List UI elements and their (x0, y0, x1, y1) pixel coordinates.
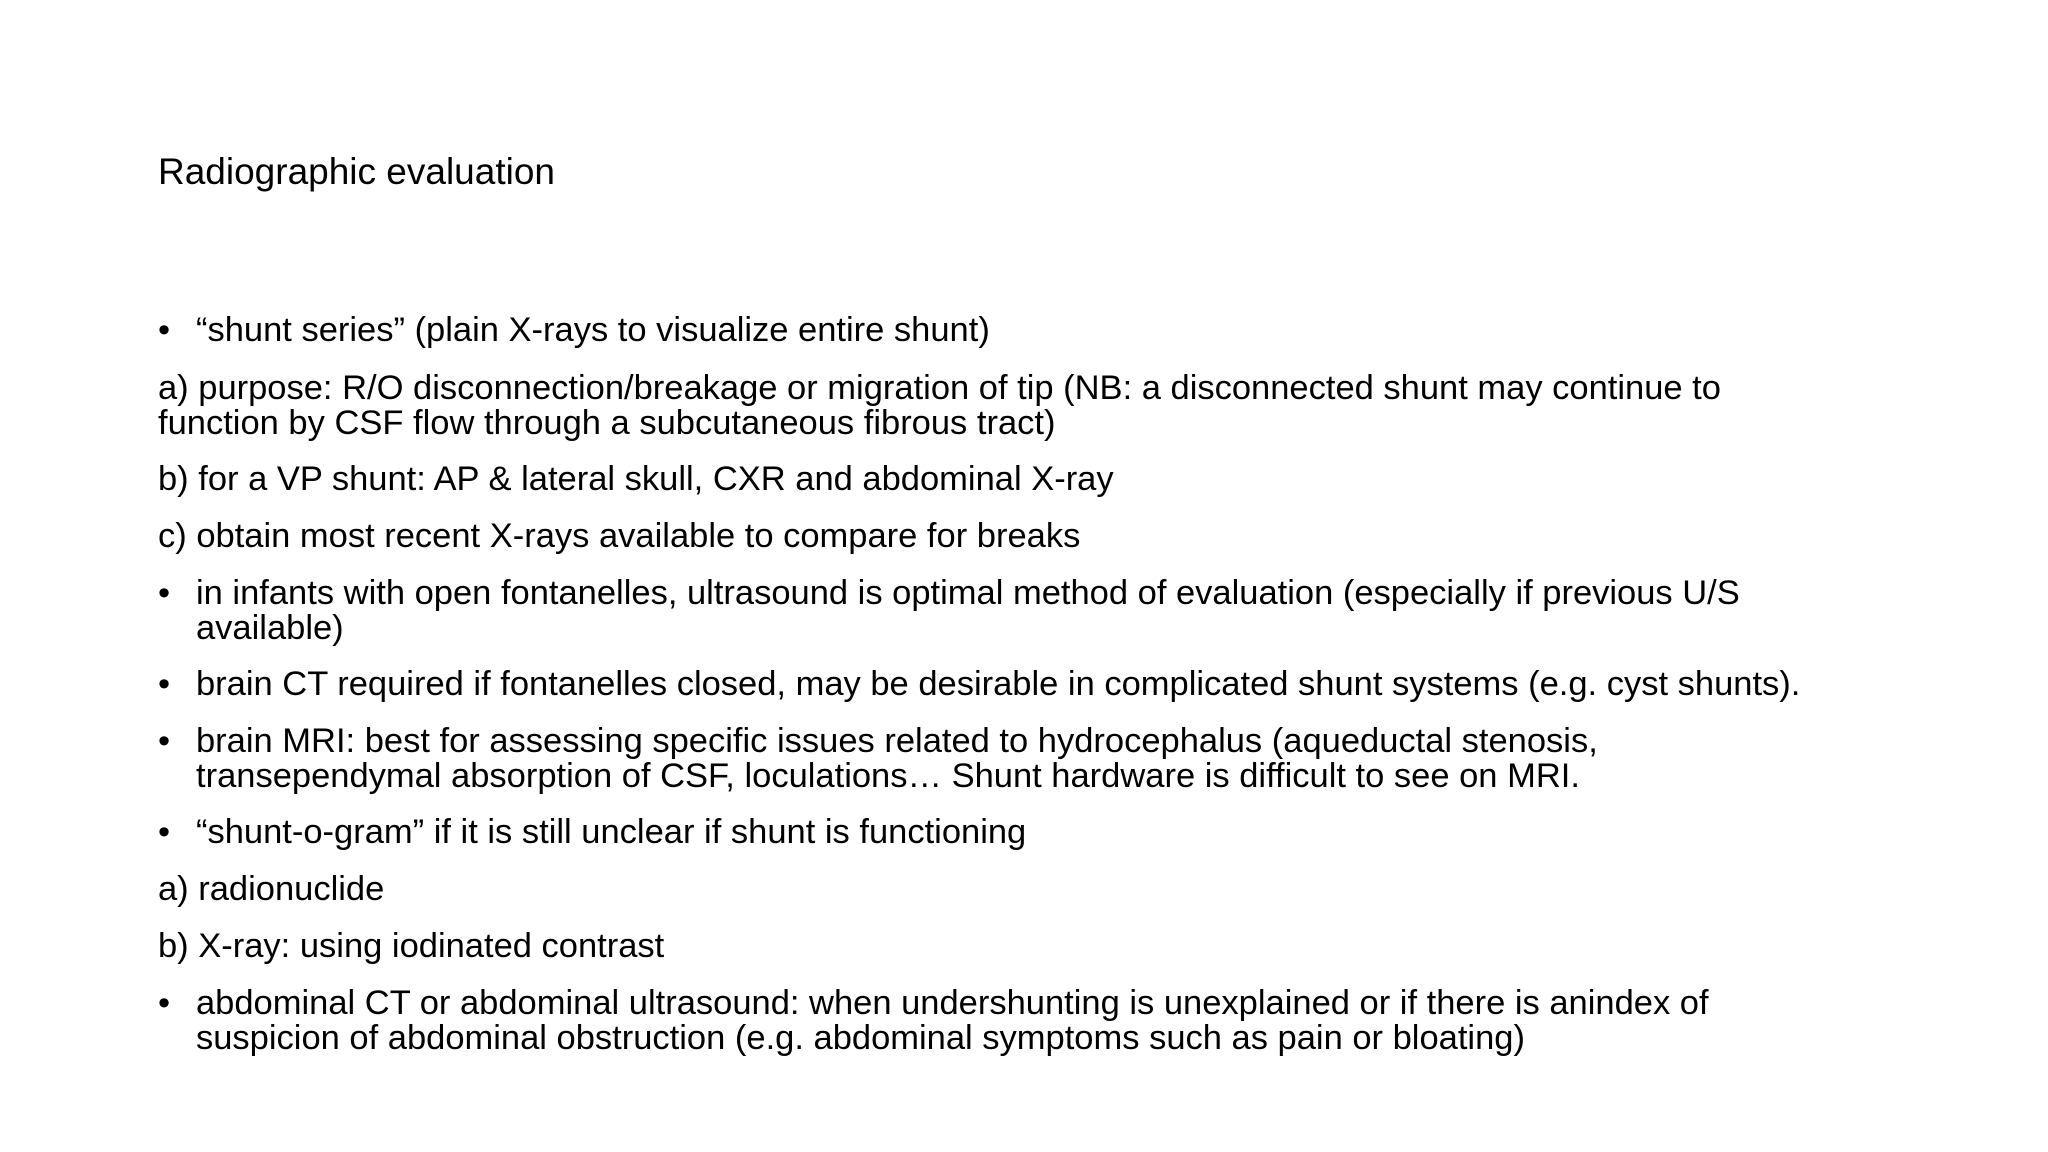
item-text: a) purpose: R/O disconnection/breakage or migration of tip (NB: a disconnected shunt may continue to (158, 369, 1721, 407)
sub-item-purpose (158, 371, 1918, 440)
item-text: “shunt-o-gram” if it is still unclear if shunt is functioning (196, 813, 1027, 851)
sub-item-vp-shunt (158, 462, 1918, 497)
bullet-item-shunt-series (158, 313, 1918, 348)
bullet-icon: • (158, 984, 171, 1022)
sub-item-recent-xrays (158, 519, 1918, 554)
item-text: b) for a VP shunt: AP & lateral skull, CXR and abdominal X-ray (158, 460, 1114, 498)
bullet-item-shunt-o-gram (158, 815, 1918, 850)
item-text: a) radionuclide (158, 870, 385, 908)
item-text: function by CSF flow through a subcutaneous fibrous tract) (158, 403, 1056, 442)
bullet-item-infants (158, 576, 1918, 645)
item-text: brain MRI: best for assessing specific issues related to hydrocephalus (aqueductal stenosis, (196, 722, 1598, 760)
bullet-icon: • (158, 722, 171, 760)
bullet-item-brain-ct (158, 667, 1918, 702)
item-text: abdominal CT or abdominal ultrasound: when undershunting is unexplained or if there is anindex of (196, 984, 1709, 1022)
item-text: b) X-ray: using iodinated contrast (158, 927, 665, 965)
item-text: c) obtain most recent X-rays available to compare for breaks (158, 517, 1081, 555)
bullet-item-brain-mri (158, 724, 1918, 793)
item-text: available) (196, 608, 344, 647)
item-text: in infants with open fontanelles, ultrasound is optimal method of evaluation (especially if previous U/S (196, 574, 1740, 612)
item-text: suspicion of abdominal obstruction (e.g. abdominal symptoms such as pain or bloating) (196, 1018, 1525, 1057)
bullet-icon: • (158, 665, 171, 703)
slide-title: Radiographic evaluation (158, 151, 555, 192)
sub-item-radionuclide (158, 872, 1918, 907)
bullet-icon: • (158, 311, 171, 349)
bullet-item-abdominal (158, 986, 1918, 1055)
item-text: transependymal absorption of CSF, loculations… Shunt hardware is difficult to see on MRI. (196, 756, 1580, 795)
item-text: brain CT required if fontanelles closed, may be desirable in complicated shunt systems (e.g. cyst shunts). (196, 665, 1801, 703)
item-text: “shunt series” (plain X-rays to visualize entire shunt) (196, 311, 990, 349)
bullet-icon: • (158, 574, 171, 612)
bullet-icon: • (158, 813, 171, 851)
sub-item-xray-contrast (158, 929, 1918, 964)
